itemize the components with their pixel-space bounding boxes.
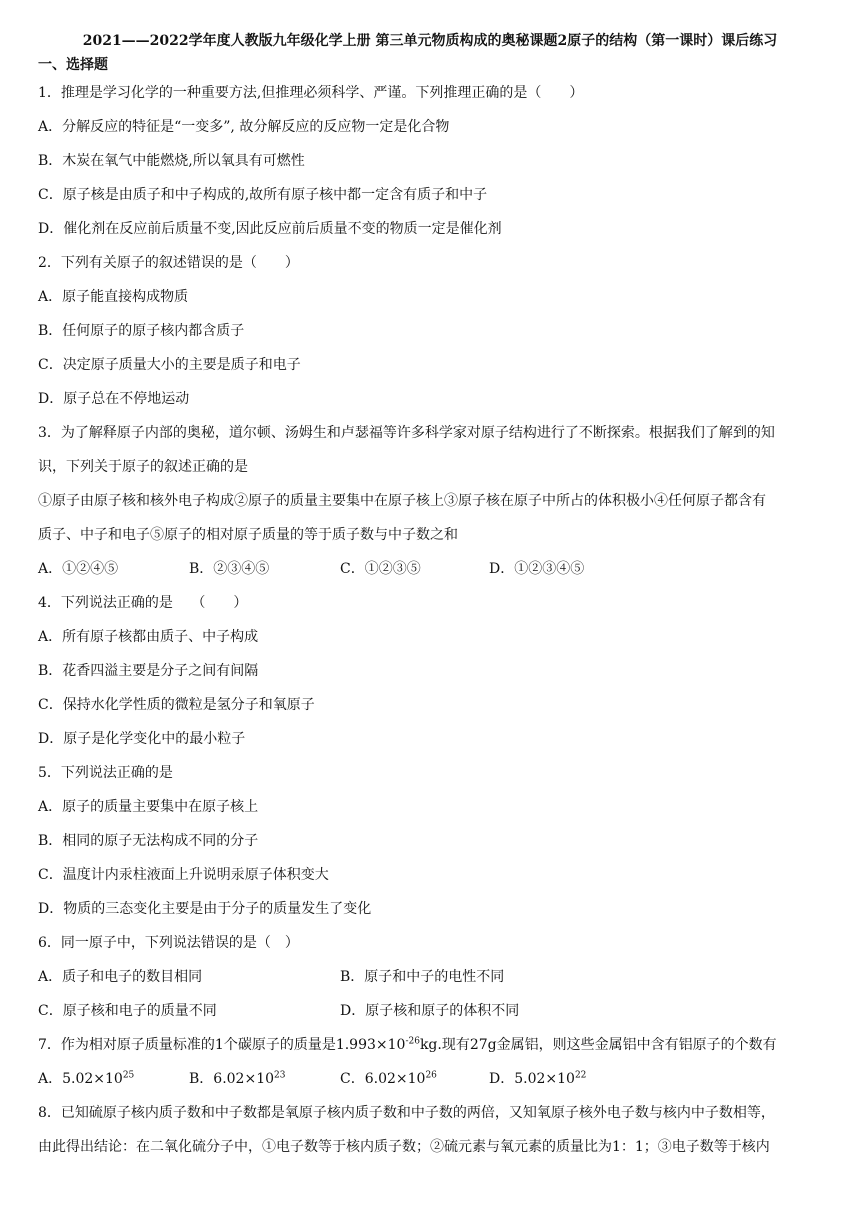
section-heading: 一、选择题 [38,57,108,73]
question-3-option-c: C．①②③⑤ [340,561,421,577]
question-7-option-c-base: C．6.02×10 [340,1071,426,1087]
question-7-option-c-exponent: 26 [425,1070,437,1081]
question-6-option-c: C．原子核和电子的质量不同 [38,1003,217,1019]
question-3-statements-line-2: 质子、中子和电子⑤原子的相对原子质量的等于质子数与中子数之和 [38,527,458,543]
question-3-statements-line-1: ①原子由原子核和核外电子构成②原子的质量主要集中在原子核上③原子核在原子中所占的体积极小④任何原子都含有 [38,493,766,509]
question-1-option-b: B．木炭在氧气中能燃烧,所以氧具有可燃性 [38,153,305,169]
question-3-stem-line-2: 识，下列关于原子的叙述正确的是 [38,459,248,475]
question-6-option-b: B．原子和中子的电性不同 [340,969,505,985]
question-1-option-c: C．原子核是由质子和中子构成的,故所有原子核中都一定含有质子和中子 [38,187,488,203]
question-8-line-1: 8．已知硫原子核内质子数和中子数都是氧原子核内质子数和中子数的两倍，又知氧原子核外电子数与核内中子数相等， [38,1105,775,1121]
question-7-option-a-exponent: 25 [122,1070,135,1081]
question-4-option-c: C．保持水化学性质的微粒是氢分子和氧原子 [38,697,315,713]
question-7-option-b-base: B．6.02×10 [189,1071,275,1087]
question-4-option-b: B．花香四溢主要是分子之间有间隔 [38,663,259,679]
question-2-option-b: B．任何原子的原子核内都含质子 [38,323,245,339]
question-4-stem: 4．下列说法正确的是 （ ） [38,595,248,611]
question-5-option-c: C．温度计内汞柱液面上升说明汞原子体积变大 [38,867,329,883]
question-3-option-a: A．①②④⑤ [38,561,119,577]
question-7-option-a [38,1068,134,1088]
question-1-stem: 1．推理是学习化学的一种重要方法,但推理必须科学、严谨。下列推理正确的是（ ） [38,85,584,101]
question-7-option-d-exponent: 22 [574,1070,587,1081]
question-6-stem: 6．同一原子中，下列说法错误的是（ ） [38,935,299,951]
question-7-option-b [189,1068,285,1088]
question-4-option-a: A．所有原子核都由质子、中子构成 [38,629,259,645]
question-5-option-a: A．原子的质量主要集中在原子核上 [38,799,259,815]
question-3-option-d: D．①②③④⑤ [489,561,585,577]
question-7-option-a-base: A．5.02×10 [38,1071,123,1087]
question-7-stem-prefix: 7．作为相对原子质量标准的1个碳原子的质量是1.993×10 [38,1037,406,1053]
question-2-option-a: A．原子能直接构成物质 [38,289,189,305]
question-5-option-b: B．相同的原子无法构成不同的分子 [38,833,259,849]
question-3-stem-line-1: 3．为了解释原子内部的奥秘，道尔顿、汤姆生和卢瑟福等许多科学家对原子结构进行了不断探索。根据我们了解到的知 [38,425,775,441]
question-7-option-c [340,1068,437,1088]
question-7-option-b-exponent: 23 [274,1070,286,1081]
question-3-option-b: B．②③④⑤ [189,561,270,577]
question-7-option-d [489,1068,586,1088]
question-6-option-d: D．原子核和原子的体积不同 [340,1003,520,1019]
question-2-option-c: C．决定原子质量大小的主要是质子和电子 [38,357,301,373]
page-title: 2021——2022学年度人教版九年级化学上册 第三单元物质构成的奥秘课题2原子的结构（第一课时）课后练习 [82,33,778,49]
question-6-option-a: A．质子和电子的数目相同 [38,969,203,985]
question-7-stem-exponent: -26 [405,1036,420,1047]
question-8-line-2: 由此得出结论：在二氧化硫分子中，①电子数等于核内质子数；②硫元素与氧元素的质量比为1：1；③电子数等于核内 [38,1139,770,1155]
question-1-option-d: D．催化剂在反应前后质量不变,因此反应前后质量不变的物质一定是催化剂 [38,221,502,237]
question-4-option-d: D．原子是化学变化中的最小粒子 [38,731,246,747]
question-5-stem: 5．下列说法正确的是 [38,765,173,781]
question-7-stem-suffix: kg.现有27g金属铝，则这些金属铝中含有铝原子的个数有 [419,1037,777,1053]
question-5-option-d: D．物质的三态变化主要是由于分子的质量发生了变化 [38,901,372,917]
question-1-option-a: A．分解反应的特征是“一变多”, 故分解反应的反应物一定是化合物 [38,119,450,135]
question-2-stem: 2．下列有关原子的叙述错误的是（ ） [38,255,299,271]
question-2-option-d: D．原子总在不停地运动 [38,391,190,407]
question-7-stem [38,1034,828,1054]
question-7-option-d-base: D．5.02×10 [489,1071,575,1087]
